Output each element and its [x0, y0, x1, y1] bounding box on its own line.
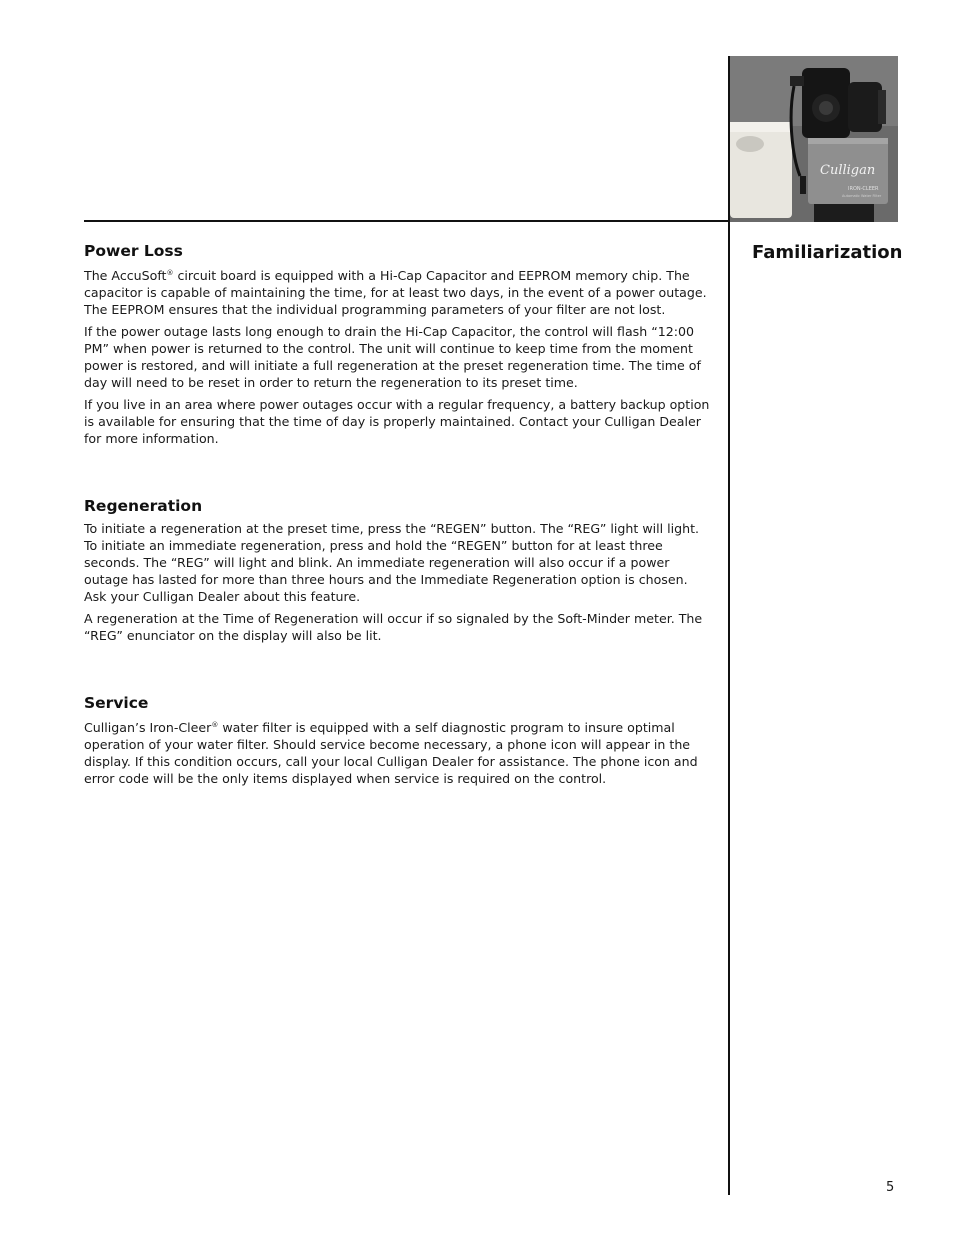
paragraph-text: water filter is equipped with a self diagnostic program to insure optimal operation of your water filter. Should service become necessary, a phone icon will appear in the display. If this condition occurs, call your local Culligan Dealer for assistance. The phone icon and error code will be the only items displayed when service is required on the control. [84, 720, 698, 787]
paragraph [84, 265, 712, 318]
photo-brand-text: Culligan [820, 163, 876, 178]
section-heading: Power Loss [84, 242, 183, 260]
paragraph-text: The AccuSoft [84, 268, 167, 284]
photo-caption-text: Automatic Water Filter [842, 194, 882, 198]
product-photo [730, 56, 898, 222]
section-heading: Service [84, 694, 149, 713]
paragraph: If the power outage lasts long enough to drain the Hi-Cap Capacitor, the control will flash “12:00 PM” when power is returned to the control. The unit will continue to keep time from the moment power is restored, and will initiate a full regeneration at the preset regeneration time. The time of day will need to be reset in order to return the regeneration to its preset time. [84, 324, 701, 391]
iron-cleer-filter-image [730, 56, 898, 222]
paragraph-text: circuit board is equipped with a Hi-Cap Capacitor and EEPROM memory chip. The capacitor is capable of maintaining the time, for at least two days, in the event of a power outage. The EEPROM ensures that the individual programming parameters of your filter are not lost. [84, 268, 707, 318]
horizontal-divider [84, 220, 729, 222]
section-service [84, 694, 712, 787]
section-heading: Regeneration [84, 497, 203, 516]
section-regeneration [84, 497, 712, 644]
paragraph-text: Culligan’s Iron-Cleer [84, 720, 212, 736]
paragraph [84, 717, 712, 787]
paragraph: To initiate a regeneration at the preset time, press the “REGEN” button. The “REG” light will light. To initiate an immediate regeneration, press and hold the “REGEN” button for at least three seconds. The “REG” will light and blink. An immediate regeneration will also occur if a power outage has lasted for more than three hours and the Immediate Regeneration option is chosen. Ask your Culligan Dealer about this feature. [84, 521, 700, 605]
registered-mark: ® [166, 269, 174, 277]
vertical-divider [728, 56, 730, 1195]
sidebar-title: Familiarization [752, 242, 903, 263]
main-content [84, 242, 712, 792]
registered-mark: ® [211, 721, 219, 730]
paragraph: A regeneration at the Time of Regeneration will occur if so signaled by the Soft-Minder meter. The “REG” enunciator on the display will also be lit. [84, 611, 703, 644]
paragraph: If you live in an area where power outages occur with a regular frequency, a battery backup option is available for ensuring that the time of day is properly maintained. Contact your Culligan Dealer for more information. [84, 397, 710, 447]
section-power-loss [84, 242, 712, 447]
page-number: 5 [886, 1180, 895, 1195]
photo-model-text: IRON-CLEER [848, 186, 879, 192]
